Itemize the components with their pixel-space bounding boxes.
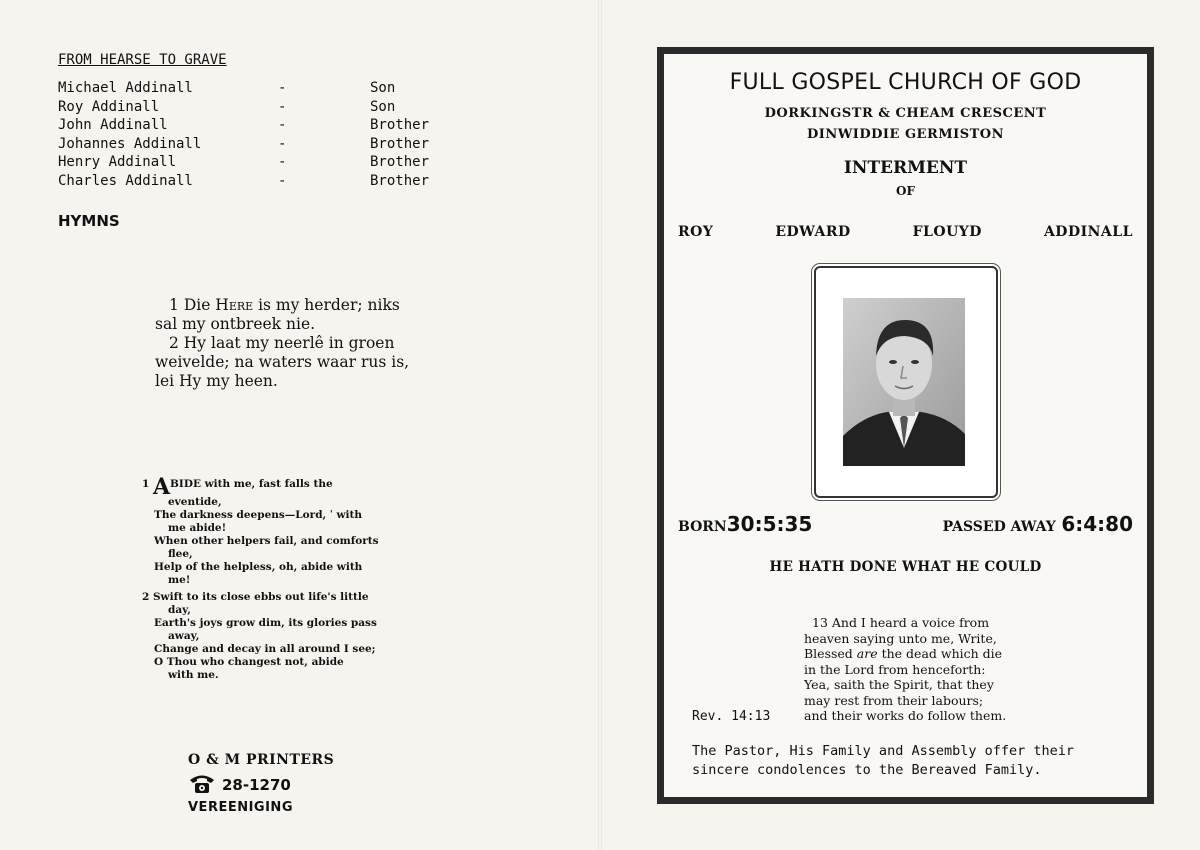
verse-line: and their works do follow them. (804, 708, 1007, 723)
verse-text: Blessed (804, 646, 857, 661)
church-address-line1: DORKINGSTR & CHEAM CRESCENT (764, 106, 1047, 121)
telephone-icon (188, 772, 216, 798)
verse-number: 1 (169, 296, 179, 314)
hymn-line: The darkness deepens—Lord, ˈ with (154, 509, 363, 521)
hymn-verse (142, 591, 382, 682)
verse-line: in the Lord from henceforth: (804, 661, 986, 677)
hymn-line: away, (168, 630, 200, 642)
verse-line (804, 646, 1024, 662)
pallbearer-name: Charles Addinall (58, 172, 193, 189)
hymn-line: sal my ontbreek nie. (155, 315, 316, 333)
scripture-verse (804, 615, 1024, 724)
printer-name: O & M PRINTERS (188, 752, 335, 768)
verse-line: 13 And I heard a voice from (812, 615, 990, 630)
born-date: 30:5:35 (726, 512, 813, 536)
interment-heading: INTERMENT (843, 158, 968, 178)
pallbearer-row (58, 135, 429, 154)
pallbearer-dash: - (278, 98, 287, 115)
born-label: BORN (678, 519, 727, 535)
passed-away-label: PASSED AWAY (942, 519, 1056, 535)
hymn-line: flee, (168, 548, 193, 560)
verse-italic: are (856, 646, 878, 661)
pallbearer-row (58, 79, 429, 98)
condolence-line: The Pastor, His Family and Assembly offer their (692, 743, 1075, 759)
hymn-line: Earth's joys grow dim, its glories pass (154, 617, 377, 629)
church-name: FULL GOSPEL CHURCH OF GOD (729, 70, 1082, 95)
portrait-photo (814, 266, 998, 498)
pallbearer-dash: - (278, 172, 287, 189)
pallbearer-relation: Brother (370, 135, 430, 152)
church-address-line2: DINWIDDIE GERMISTON (806, 127, 1005, 142)
page-fold (598, 0, 602, 850)
pallbearer-dash: - (278, 117, 287, 133)
hymn-line: day, (168, 604, 191, 616)
passed-date-group (943, 512, 1133, 536)
condolence-message (692, 742, 1132, 780)
printer-imprint (188, 752, 348, 815)
deceased-name (678, 224, 1133, 240)
printer-city: VEREENIGING (188, 800, 293, 815)
pallbearer-name: John Addinall (58, 117, 168, 133)
hymn-line (155, 296, 455, 315)
verse-text: the dead which die (877, 646, 1003, 661)
deceased-middle-name: FLOUYD (912, 224, 982, 240)
verse-number: 1 (142, 478, 150, 490)
hymn-line: with me. (168, 669, 219, 681)
hymn-line: weivelde; na waters waar rus is, (155, 353, 410, 371)
psalm-23-hymn (155, 296, 455, 391)
interment-card (657, 47, 1154, 804)
hymns-heading: HYMNS (58, 212, 120, 230)
hymn-text: is my herder; niks (253, 296, 400, 314)
hearse-to-grave-title: FROM HEARSE TO GRAVE (58, 52, 227, 68)
born-date-group (678, 512, 812, 536)
pallbearer-dash: - (278, 80, 287, 96)
pallbearer-row (58, 153, 429, 172)
memorial-motto: HE HATH DONE WHAT HE COULD (769, 559, 1042, 575)
pallbearer-dash: - (278, 154, 287, 170)
pallbearer-relation: Brother (370, 154, 430, 170)
pallbearer-row (58, 172, 429, 191)
verse-line: Yea, saith the Spirit, that they (804, 677, 994, 692)
hymn-line: O Thou who changest not, abide (154, 656, 344, 668)
pallbearer-dash: - (278, 135, 287, 152)
scripture-reference: Rev. 14:13 (692, 709, 771, 724)
hymn-verse (142, 474, 382, 587)
pallbearer-relation: Son (370, 98, 396, 115)
verse-line: heaven saying unto me, Write, (804, 630, 997, 646)
hymn-line: eventide, (168, 496, 222, 508)
left-page (0, 0, 598, 850)
pallbearer-row (58, 98, 429, 117)
hymn-line: Help of the helpless, oh, abide with (154, 561, 363, 573)
hymn-text: Die (183, 296, 216, 314)
hymn-line: Change and decay in all around I see; (154, 643, 376, 655)
hymn-line: me abide! (168, 522, 227, 534)
pallbearer-row (58, 116, 429, 135)
deceased-surname: ADDINALL (1043, 224, 1133, 240)
condolence-line: sincere condolences to the Bereaved Family. (692, 762, 1042, 778)
abide-with-me-hymn (142, 474, 382, 686)
drop-cap: A (152, 474, 171, 500)
portrait-image (843, 298, 965, 466)
pallbearer-name: Henry Addinall (58, 154, 177, 170)
hymn-text: BIDE with me, fast falls the (170, 478, 333, 490)
hymn-line: 2 Swift to its close ebbs out life's little (142, 591, 369, 603)
pallbearer-name: Roy Addinall (58, 98, 160, 115)
hymn-line: lei Hy my heen. (155, 372, 278, 390)
pallbearer-relation: Brother (370, 172, 430, 189)
pallbearer-relation: Son (370, 80, 396, 96)
verse-line: may rest from their labours; (804, 692, 984, 708)
life-dates (678, 512, 1133, 536)
printer-phone-row (188, 772, 348, 798)
hymn-line: When other helpers fail, and comforts (154, 535, 379, 547)
lord-small-caps: Here (215, 296, 254, 314)
hymn-line (142, 474, 382, 500)
hymn-line: 2 Hy laat my neerlê in groen (169, 334, 395, 352)
pallbearer-name: Michael Addinall (58, 80, 193, 96)
pallbearer-list (58, 79, 429, 190)
pallbearer-relation: Brother (370, 117, 430, 133)
printer-phone: 28-1270 (222, 776, 291, 794)
hymn-line: me! (168, 574, 191, 586)
pallbearer-name: Johannes Addinall (58, 135, 202, 152)
deceased-first-name: ROY (678, 224, 714, 240)
deceased-middle-name: EDWARD (775, 224, 851, 240)
passed-away-date: 6:4:80 (1061, 512, 1133, 536)
of-label: OF (896, 184, 915, 198)
